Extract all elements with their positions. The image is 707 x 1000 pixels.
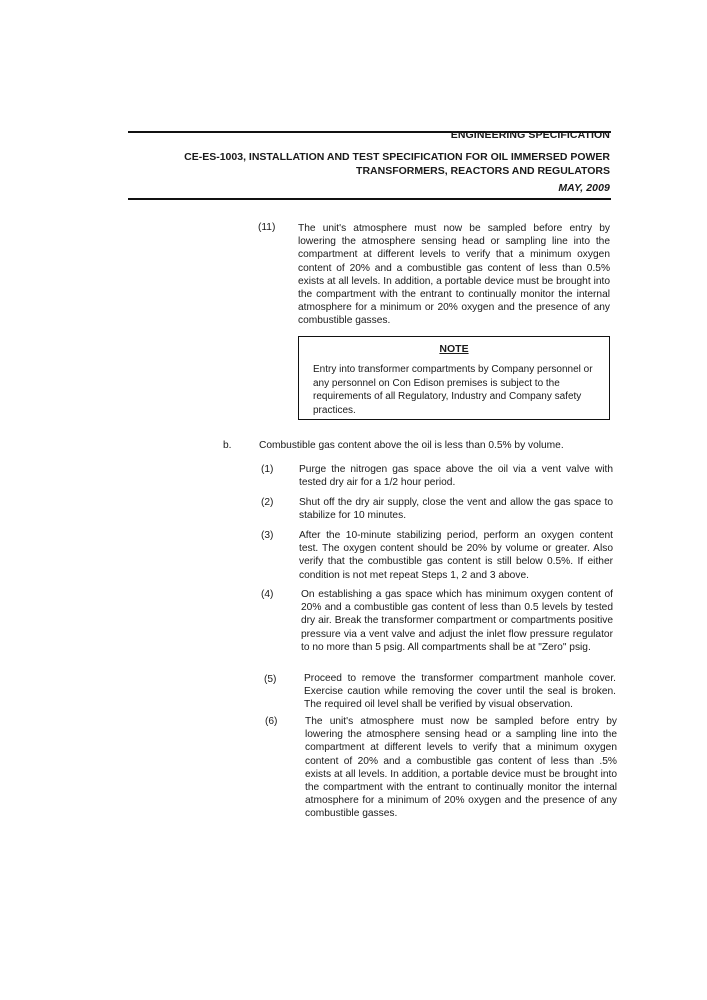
- item-3-number: (3): [261, 530, 274, 541]
- item-11-text: The unit's atmosphere must now be sampled before entry by lowering the atmosphere sensing head or sampling line into the compartment at different levels to verify that a minimum oxygen content of 20% and a combustible gas content of less than 0.5% exists at all levels. In addition, a portable device must be brought into the compartment with the entrant to continually monitor the internal atmosphere for a minimum or 20% oxygen and the presence of any combustible gasses.: [298, 223, 610, 327]
- spec-date: MAY, 2009: [558, 182, 610, 194]
- item-4-text: On establishing a gas space which has minimum oxygen content of 20% and a combustible gas content of less than 0.5 levels by tested dry air. Break the transformer compartment or compartments positive pressure via a vent valve and adjust the inlet flow pressure regulator to no more than 5 psig. All compartments shall be at "Zero" psig.: [301, 589, 613, 653]
- item-6-number: (6): [265, 716, 278, 727]
- header-bottom-rule: [128, 198, 611, 200]
- note-box: [298, 336, 610, 420]
- spec-label: ENGINEERING SPECIFICATION: [450, 129, 610, 141]
- note-text: Entry into transformer compartments by Company personnel or any personnel on Con Edison premises is subject to the requirements of all Regulatory, Industry and Company safety practices.: [313, 364, 593, 416]
- note-heading: NOTE: [439, 343, 469, 355]
- item-1-text: Purge the nitrogen gas space above the oil via a vent valve with tested dry air for a 1/2 hour period.: [299, 464, 613, 489]
- item-5-number: (5): [264, 674, 277, 685]
- item-3-text: After the 10-minute stabilizing period, perform an oxygen content test. The oxygen content should be 20% by volume or greater. Also verify that the combustible gas content is still below 0.5%. If either condition is not met repeat Steps 1, 2 and 3 above.: [299, 530, 613, 581]
- item-6-text: The unit's atmosphere must now be sampled before entry by lowering the atmosphere sensing head or a sampling line into the compartment at different levels to verify that a minimum oxygen content of 20% and a combustible gas content of less than .5% exists at all levels. In addition, a portable device must be brought into the compartment with the entrant to continually monitor the internal atmosphere for a minimum of 20% oxygen and the presence of any combustible gasses.: [305, 716, 617, 820]
- spec-title-line1: CE-ES-1003, INSTALLATION AND TEST SPECIFICATION FOR OIL IMMERSED POWER: [184, 151, 610, 163]
- item-1-number: (1): [261, 464, 274, 475]
- section-b-heading: Combustible gas content above the oil is less than 0.5% by volume.: [259, 440, 564, 451]
- item-4-number: (4): [261, 589, 274, 600]
- item-2-text: Shut off the dry air supply, close the vent and allow the gas space to stabilize for 10 minutes.: [299, 497, 613, 522]
- section-b-letter: b.: [223, 440, 232, 451]
- item-5-text: Proceed to remove the transformer compartment manhole cover. Exercise caution while removing the cover until the seal is broken. The required oil level shall be verified by visual observation.: [304, 673, 616, 711]
- spec-title: [150, 150, 610, 178]
- item-2-number: (2): [261, 497, 274, 508]
- item-11-number: (11): [258, 222, 276, 233]
- spec-title-line2: TRANSFORMERS, REACTORS AND REGULATORS: [356, 165, 610, 177]
